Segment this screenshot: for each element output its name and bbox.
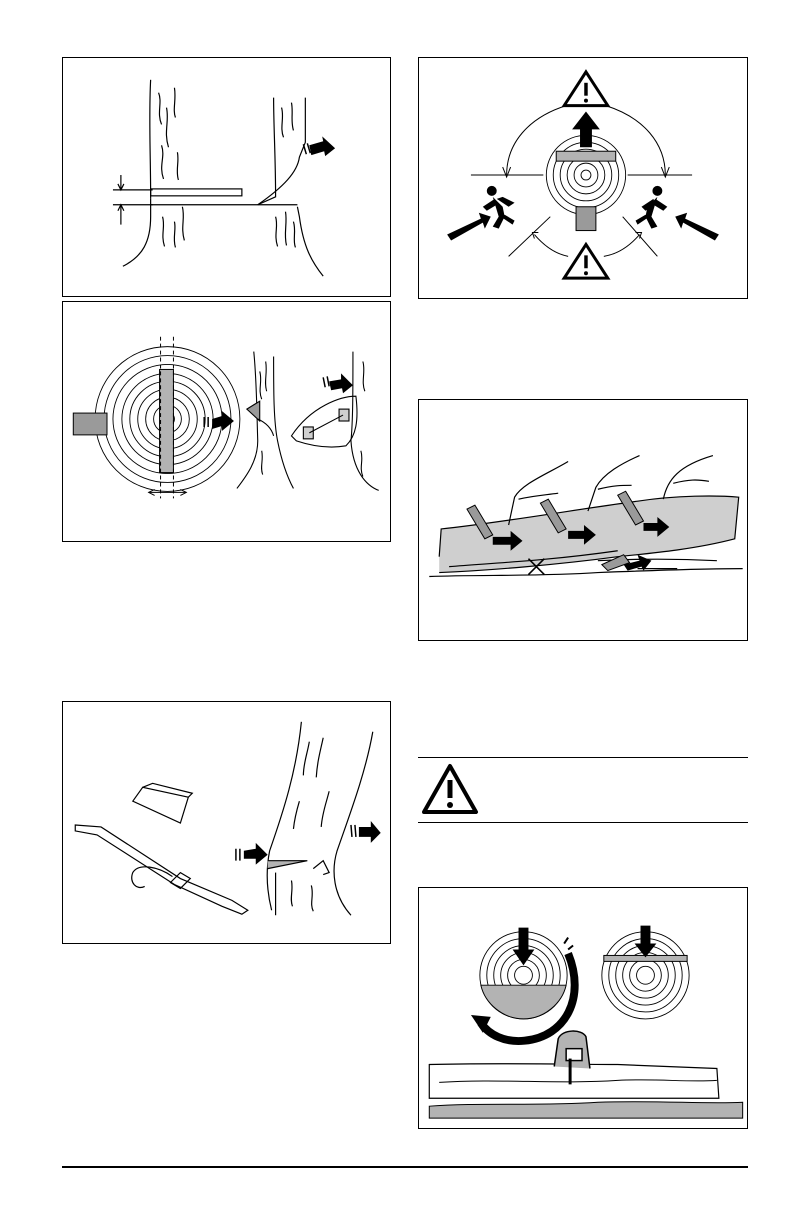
warning-triangle-icon	[564, 72, 608, 106]
felling-cut-bar	[151, 189, 242, 196]
felling-wedge	[133, 787, 189, 823]
guide-bar	[73, 413, 107, 435]
hinge-illustration	[63, 302, 390, 541]
figure-log-rotation	[418, 887, 748, 1129]
figure-hinge-and-wedge	[62, 301, 391, 542]
figure-felling-cut-height	[62, 57, 391, 297]
warning-bottom-rule	[418, 822, 748, 823]
trunk-left-edge	[150, 80, 151, 199]
figure-retreat-path	[418, 57, 748, 299]
retreat-path-illustration	[419, 58, 747, 298]
felling-direction-arrow	[303, 136, 335, 156]
log-rotation-illustration	[419, 888, 747, 1128]
warning-icon-box	[420, 762, 480, 816]
figure-limbing	[418, 399, 748, 641]
escape-arrow	[447, 213, 491, 241]
warning-top-rule	[418, 757, 748, 758]
felling-direction-arrow	[204, 411, 234, 431]
felling-tools-illustration	[63, 702, 390, 943]
felling-direction-arrow	[351, 821, 381, 843]
felling-direction-arrow	[323, 373, 353, 393]
warning-triangle-icon	[420, 762, 480, 816]
breaking-bar	[75, 825, 248, 914]
limbing-illustration	[419, 400, 747, 640]
felling-direction-arrow	[236, 843, 268, 865]
figure-felling-tools	[62, 701, 391, 944]
footer-rule	[62, 1166, 748, 1168]
hinge-strip	[160, 369, 174, 472]
escape-arrow	[675, 213, 719, 241]
warning-triangle-icon	[564, 244, 608, 278]
felling-cut-illustration	[63, 58, 390, 296]
running-person-icon	[636, 186, 668, 229]
